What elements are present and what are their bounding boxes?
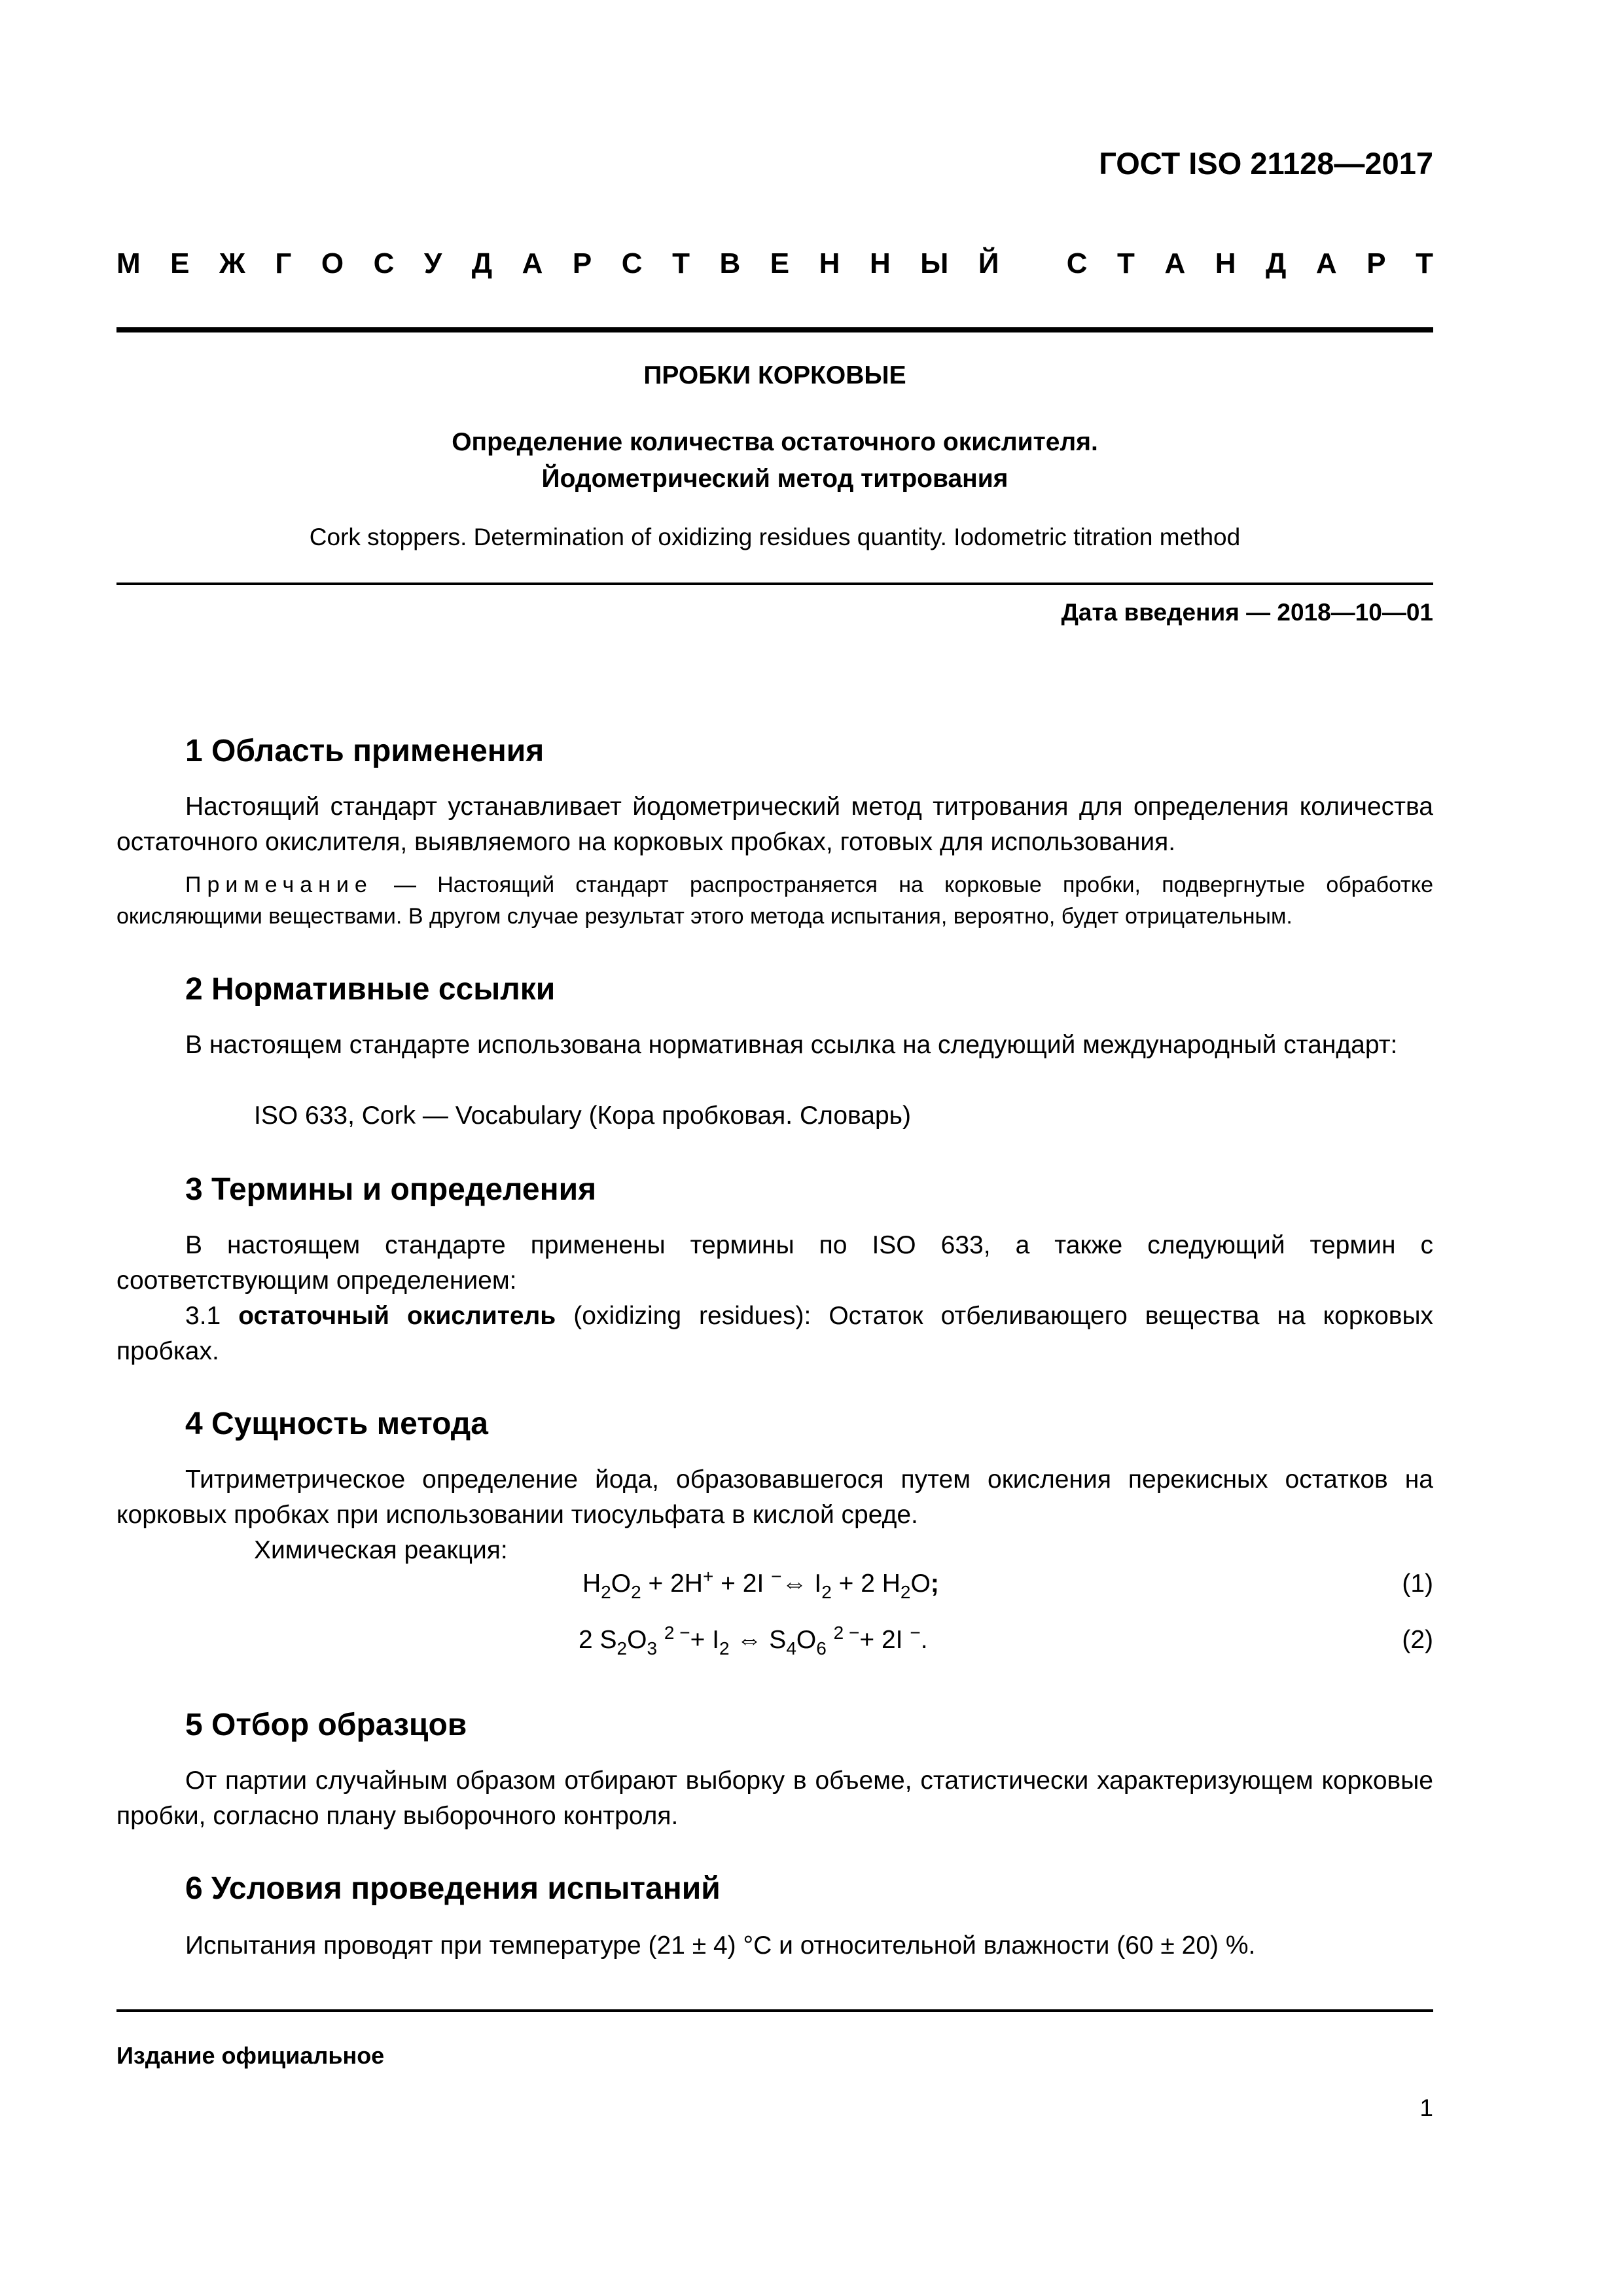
banner-letter: Н — [1215, 247, 1236, 279]
interstate-standard-banner — [116, 247, 1433, 280]
term-name: остаточный окислитель — [238, 1302, 556, 1330]
banner-letter: С — [1066, 247, 1088, 279]
english-title: Cork stoppers. Determination of oxidizing residues quantity. Iodometric titration method — [309, 524, 1241, 550]
note-text: — Настоящий стандарт распространяется на корковые пробки, подвергнутые обработке окисляющими веществами. В другом случае результат этого метода испытания, вероятно, будет отрицательным. — [116, 872, 1433, 929]
banner-letter: Д — [1266, 247, 1287, 279]
banner-letter: А — [1315, 247, 1337, 279]
introduction-date: Дата введения — 2018—10—01 — [1061, 599, 1433, 626]
banner-letter: Р — [572, 247, 592, 279]
section-4-reaction-label-row — [116, 1533, 1433, 1568]
banner-letter: Т — [672, 247, 690, 279]
section-2-paragraph: В настоящем стандарте использована нормативная ссылка на следующий международный стандарт: — [185, 1031, 1398, 1059]
banner-letter: Г — [275, 247, 292, 279]
banner-letter: Н — [819, 247, 840, 279]
section-4-heading: 4 Сущность метода — [185, 1407, 488, 1441]
section-3-heading: 3 Термины и определения — [185, 1172, 597, 1207]
document-code: ГОСТ ISO 21128—2017 — [1099, 146, 1433, 181]
banner-letter: Д — [471, 247, 493, 279]
banner-letter: С — [621, 247, 643, 279]
banner-letter: Е — [770, 247, 790, 279]
subtitle-line-1: Определение количества остаточного окислителя. — [452, 428, 1098, 456]
title-rule — [116, 583, 1433, 585]
banner-letter: Т — [1117, 247, 1135, 279]
banner-letter: Ж — [219, 247, 245, 279]
section-6-heading: 6 Условия проведения испытаний — [185, 1871, 721, 1906]
banner-letter: Н — [869, 247, 891, 279]
section-5-heading: 5 Отбор образцов — [185, 1708, 467, 1742]
page-number: 1 — [1419, 2094, 1433, 2121]
equation-1-number: (1) — [1402, 1570, 1433, 1598]
footer-rule — [116, 2009, 1433, 2012]
banner-letter — [1029, 247, 1037, 280]
banner-letter: А — [1164, 247, 1186, 279]
header-rule — [116, 327, 1433, 332]
section-6-paragraph: Испытания проводят при температуре (21 ± 4) °С и относительной влажности (60 ± 20) %. — [185, 1931, 1256, 1960]
section-3-paragraph: В настоящем стандарте применены термины по ISO 633, а также следующий термин с соответствующим определением: — [116, 1231, 1433, 1295]
term-number: 3.1 — [185, 1302, 239, 1330]
equation-2: 2 $S_2O_3$ $^{2 -}+ I_2$ ⇔ $S_4O_6$ $^{2 -}$+ 2I −. — [579, 1623, 928, 1659]
document-title: ПРОБКИ КОРКОВЫЕ — [643, 361, 906, 389]
equation-1: $H_2O_2 + 2H^+ + 2I$ −⇔ $I_2 + 2$ $H_2O$; — [582, 1566, 939, 1602]
banner-letter: У — [423, 247, 442, 279]
section-1-paragraph: Настоящий стандарт устанавливает йодометрический метод титрования для определения количества остаточного окислителя, выявляемого на корковых пробках, готовых для использования. — [116, 793, 1433, 856]
term-definition: (oxidizing residues): Остаток отбеливающего вещества на корковых пробках. — [116, 1302, 1434, 1365]
banner-letter: М — [116, 247, 141, 279]
banner-letter: О — [321, 247, 344, 279]
section-2-reference — [116, 1098, 1433, 1134]
subtitle-line-2: Йодометрический метод титрования — [541, 465, 1008, 493]
note-label: Примечание — [185, 872, 373, 897]
banner-letter: Р — [1366, 247, 1386, 279]
equation-2-number: (2) — [1402, 1626, 1433, 1654]
section-5-paragraph: От партии случайным образом отбирают выборку в объеме, статистически характеризующем корковые пробки, согласно плану выборочного контроля. — [116, 1767, 1433, 1830]
section-4-paragraph: Титриметрическое определение йода, образовавшегося путем окисления перекисных остатков на корковых пробках при использовании тиосульфата в кислой среде. — [116, 1465, 1433, 1529]
banner-letter: Ы — [920, 247, 949, 279]
section-1-note — [116, 869, 1433, 932]
reaction-label: Химическая реакция: — [254, 1536, 508, 1564]
banner-letter: Т — [1416, 247, 1433, 279]
document-subtitle — [116, 424, 1433, 497]
banner-letter: Й — [978, 247, 999, 279]
reference-iso-633: ISO 633, Cork — Vocabulary (Кора пробковая. Словарь) — [254, 1102, 911, 1130]
banner-letter: В — [719, 247, 741, 279]
banner-letter: С — [373, 247, 395, 279]
section-1-heading: 1 Область применения — [185, 734, 544, 768]
banner-letter: А — [522, 247, 543, 279]
section-3-term — [116, 1299, 1433, 1369]
banner-letter: Е — [170, 247, 190, 279]
official-edition-label: Издание официальное — [116, 2042, 385, 2069]
section-2-heading: 2 Нормативные ссылки — [185, 972, 556, 1007]
